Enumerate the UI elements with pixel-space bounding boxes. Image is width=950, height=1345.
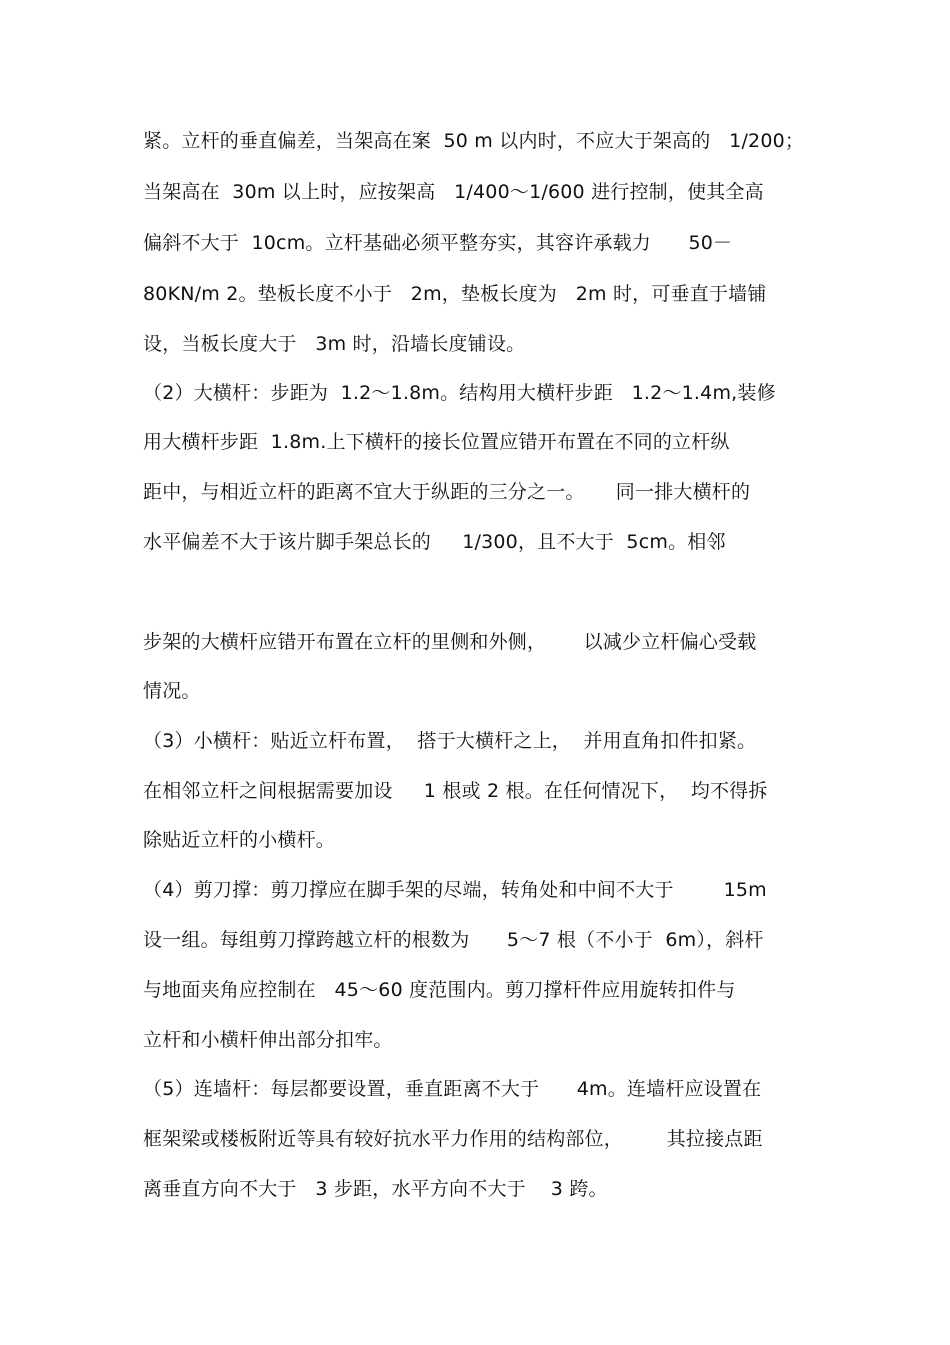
- text-line: 步架的大横杆应错开布置在立杆的里侧和外侧， 以减少立杆偏心受载: [143, 631, 757, 653]
- text-line: 离垂直方向不大于 3 步距，水平方向不大于 3 跨。: [143, 1178, 608, 1200]
- text-line: （2）大横杆：步距为 1.2～1.8m。结构用大横杆步距 1.2～1.4m,装修: [143, 382, 776, 404]
- text-line: 立杆和小横杆伸出部分扣牢。: [143, 1029, 393, 1051]
- text-line: 设一组。每组剪刀撑跨越立杆的根数为 5～7 根（不小于 6m），斜杆: [143, 929, 764, 951]
- text-line: 偏斜不大于 10cm。立杆基础必须平整夯实，其容许承载力 50－: [143, 232, 733, 254]
- text-line: 当架高在 30m 以上时，应按架高 1/400～1/600 进行控制，使其全高: [143, 181, 764, 203]
- text-line: 设，当板长度大于 3m 时，沿墙长度铺设。: [143, 333, 526, 355]
- text-line: 与地面夹角应控制在 45～60 度范围内。剪刀撑杆件应用旋转扣件与: [143, 979, 736, 1001]
- text-line: （3）小横杆：贴近立杆布置， 搭于大横杆之上， 并用直角扣件扣紧。: [143, 730, 757, 752]
- text-line: 除贴近立杆的小横杆。: [143, 829, 336, 851]
- text-line: 距中，与相近立杆的距离不宜大于纵距的三分之一。 同一排大横杆的: [143, 481, 751, 503]
- text-line: 80KN/m 2。垫板长度不小于 2m，垫板长度为 2m 时，可垂直于墙铺: [143, 283, 767, 305]
- text-line: 在相邻立杆之间根据需要加设 1 根或 2 根。在任何情况下， 均不得拆: [143, 780, 768, 802]
- text-line: （5）连墙杆：每层都要设置，垂直距离不大于 4m。连墙杆应设置在: [143, 1078, 762, 1100]
- text-line: 情况。: [143, 680, 201, 702]
- text-line: 用大横杆步距 1.8m.上下横杆的接长位置应错开布置在不同的立杆纵: [143, 431, 730, 453]
- text-line: （4）剪刀撑：剪刀撑应在脚手架的尽端，转角处和中间不大于 15m: [143, 879, 767, 901]
- text-line: 框架梁或楼板附近等具有较好抗水平力作用的结构部位， 其拉接点距: [143, 1128, 763, 1150]
- text-line: 水平偏差不大于该片脚手架总长的 1/300，且不大于 5cm。相邻: [143, 531, 726, 553]
- text-line: 紧。立杆的垂直偏差，当架高在案 50 m 以内时，不应大于架高的 1/200；: [143, 130, 805, 152]
